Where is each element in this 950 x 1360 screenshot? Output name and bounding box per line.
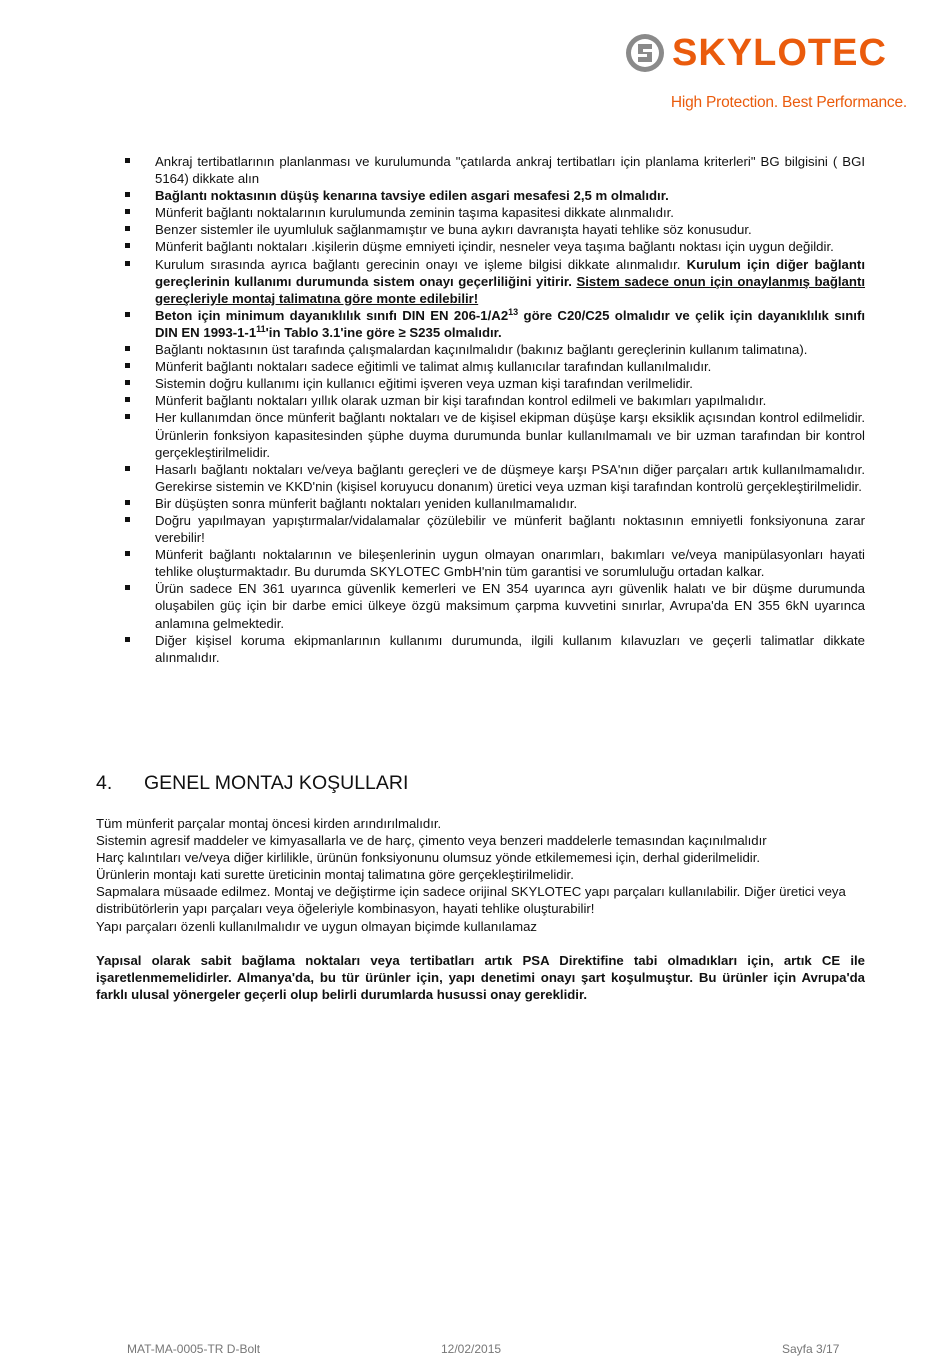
bullet-item bbox=[96, 187, 865, 204]
bullet-text: Bağlantı noktasının düşüş kenarına tavsiye edilen asgari mesafesi 2,5 m olmalıdır. bbox=[155, 188, 669, 204]
bullet-item bbox=[96, 341, 865, 358]
bullet-text: 'in Tablo 3.1'ine göre ≥ S235 olmalıdır. bbox=[265, 324, 502, 340]
body-paragraphs bbox=[96, 815, 866, 935]
section-title: GENEL MONTAJ KOŞULLARI bbox=[144, 772, 409, 794]
paragraph: Tüm münferit parçalar montaj öncesi kirden arındırılmalıdır. bbox=[96, 816, 442, 831]
paragraph: Harç kalıntıları ve/veya diğer kirlilikle, ürünün fonksiyonunu olumsuz yönde etkilememesi için, derhal giderilmelidir. bbox=[96, 850, 761, 866]
paragraph: Sistemin agresif maddeler ve kimyasallarla ve de harç, çimento veya benzeri maddelerle temasından kaçınılmalıdır bbox=[96, 833, 767, 849]
bullet-text: Beton için minimum dayanıklılık sınıfı DIN EN 206-1/A2 bbox=[155, 307, 509, 323]
bullet-text: Münferit bağlantı noktalarının ve bileşenlerinin uygun olmayan onarımları, bakımları ve/veya manipülasyonları hayati tehlike oluşturmaktadır. Bu durumda SKYLOTEC GmbH'nin tüm garantisi ve sorumluluğu ortadan kalkar. bbox=[155, 547, 865, 580]
tagline: High Protection. Best Performance. bbox=[670, 94, 907, 111]
bullet-text: Ankraj tertibatlarının planlanması ve kurulumunda "çatılarda ankraj tertibatları için planlama kriterleri" BG bilgisini ( BGI 5164) dikkate alın bbox=[155, 154, 865, 187]
bullet-text: Kurulum için diğer bağlantı gereçlerinin kullanımı durumunda sistem onayı geçerliliğini yitirir. bbox=[155, 256, 865, 289]
bullet-text: Bağlantı noktasının üst tarafında çalışmalardan kaçınılmalıdır (bakınız bağlantı gereçlerinin kullanım talimatına). bbox=[155, 342, 808, 358]
bullet-list bbox=[96, 153, 865, 666]
bullet-item bbox=[96, 632, 865, 666]
bullet-item bbox=[96, 512, 865, 546]
bullet-item bbox=[96, 409, 865, 460]
bullet-item bbox=[96, 221, 865, 238]
bullet-text: Münferit bağlantı noktaları yıllık olarak uzman bir kişi tarafından kontrol edilmeli ve bakımları yapılmalıdır. bbox=[155, 393, 767, 409]
bullet-item bbox=[96, 546, 865, 580]
footer-date: 12/02/2015 bbox=[441, 1342, 502, 1356]
bold-notice-paragraph: Yapısal olarak sabit bağlama noktaları veya tertibatları artık PSA Direktifine tabi olmadıkları için, artık CE ile işaretlenmemelidirler. Almanya'da, bu tür ürünler için, yapı denetimi onayı şart koşulmuştur. Bu ürünler için Avrupa'da farklı ulusal yönergeler geçerli olup belirli durumlarda husussi onay gereklidir. bbox=[96, 953, 865, 1003]
logo-wordmark: SKYLOTEC bbox=[672, 32, 887, 74]
footer-page-number: Sayfa 3/17 bbox=[782, 1342, 840, 1356]
bullet-text: Bir düşüşten sonra münferit bağlantı noktaları yeniden kullanılmamalıdır. bbox=[155, 495, 578, 511]
section-number: 4. bbox=[96, 772, 113, 794]
bullet-item bbox=[96, 238, 865, 255]
bullet-text: Doğru yapılmayan yapıştırmalar/vidalamalar çözülebilir ve münferit bağlantı noktasının emniyetli fonksiyonuna zarar verebilir! bbox=[155, 512, 865, 546]
bullet-item bbox=[96, 495, 865, 512]
bullet-text: Münferit bağlantı noktaları sadece eğitimli ve talimat almış kullanıcılar tarafından kullanılmalıdır. bbox=[155, 359, 712, 375]
bullet-item bbox=[96, 580, 865, 631]
bullet-text: Kurulum sırasında ayrıca bağlantı gerecinin onayı ve işleme bilgisi dikkate alınmalıdır. bbox=[155, 256, 687, 272]
footnote-reference: 11 bbox=[256, 323, 266, 334]
skylotec-logo-mark-icon bbox=[624, 32, 666, 74]
bullet-item bbox=[96, 375, 865, 392]
bullet-item bbox=[96, 204, 865, 221]
bullet-item bbox=[96, 392, 865, 409]
bullet-text: Ürün sadece EN 361 uyarınca güvenlik kemerleri ve EN 354 uyarınca ayrı güvenlik halatı ve bir düşme durumunda oluşabilen güç için bir darbe emici ülkeye özgü maksimum çarpma kuvvetini sınırlar, Avrupa'da EN 355 6kN uyarınca anlamına gelmektedir. bbox=[155, 581, 865, 631]
bullet-item bbox=[96, 256, 865, 307]
bullet-text: Münferit bağlantı noktaları .kişilerin düşme emniyeti içindir, nesneler veya taşıma bağlantı noktası için uygun değildir. bbox=[155, 239, 834, 255]
bullet-item bbox=[96, 307, 865, 341]
bullet-item bbox=[96, 358, 865, 375]
bullet-text: Hasarlı bağlantı noktaları ve/veya bağlantı gereçleri ve de düşmeye karşı PSA'nın diğer parçaları artık kullanılmamalıdır. Gerekirse sistemin ve KKD'nin (kişisel koruyucu donanım) üretici veya uzman kişi tarafından kontrolü gerçekleştirilmelidir. bbox=[155, 461, 865, 494]
footnote-reference: 13 bbox=[508, 306, 519, 317]
section-heading bbox=[96, 772, 408, 795]
bullet-text: Diğer kişisel koruma ekipmanlarının kullanımı durumunda, ilgili kullanım kılavuzları ve geçerli talimatlar dikkate alınmalıdır. bbox=[155, 632, 865, 665]
bullet-text: göre C20/C25 olmalıdır ve çelik için dayanıklılık sınıfı DIN EN 1993-1-1 bbox=[155, 307, 865, 340]
bullet-item bbox=[96, 461, 865, 495]
bullet-item bbox=[96, 153, 865, 187]
paragraph: Yapı parçaları özenli kullanılmalıdır ve uygun olmayan biçimde kullanılamaz bbox=[96, 918, 538, 934]
bullet-text: Münferit bağlantı noktalarının kurulumunda zeminin taşıma kapasitesi dikkate alınmalıdır. bbox=[155, 205, 674, 221]
bullet-text: Sistem sadece onun için onaylanmış bağlantı gereçleriyle montaj talimatına göre monte edilebilir! bbox=[155, 273, 865, 306]
bullet-text: Benzer sistemler ile uyumluluk sağlanmamıştır ve buna aykırı davranışta hayati tehlike söz konusudur. bbox=[155, 222, 752, 238]
paragraph: Sapmalara müsaade edilmez. Montaj ve değiştirme için sadece orijinal SKYLOTEC yapı parçaları kullanılabilir. Diğer üretici veya distribütörlerin yapı parçaları veya öğeleriyle kombinasyon, hayati tehlike oluşturabilir! bbox=[96, 884, 846, 917]
footer-document-id: MAT-MA-0005-TR D-Bolt bbox=[127, 1342, 261, 1356]
paragraph: Ürünlerin montajı kati surette üreticinin montaj talimatına göre gerçekleştirilmelidir. bbox=[96, 867, 574, 883]
bullet-text: Sistemin doğru kullanımı için kullanıcı eğitimi işveren veya uzman kişi tarafından verilmelidir. bbox=[155, 376, 693, 392]
skylotec-logo bbox=[624, 30, 910, 76]
bullet-text: Her kullanımdan önce münferit bağlantı noktaları ve de kişisel ekipman düşüşe karşı eksiklik açısından kontrol edilmelidir. Ürünlerin fonksiyon kapasitesinden şüphe duyma durumunda bunlar kullanılmamalı ve bir uzman tarafından bir kontrol gerçekleştirilmelidir. bbox=[155, 410, 865, 460]
